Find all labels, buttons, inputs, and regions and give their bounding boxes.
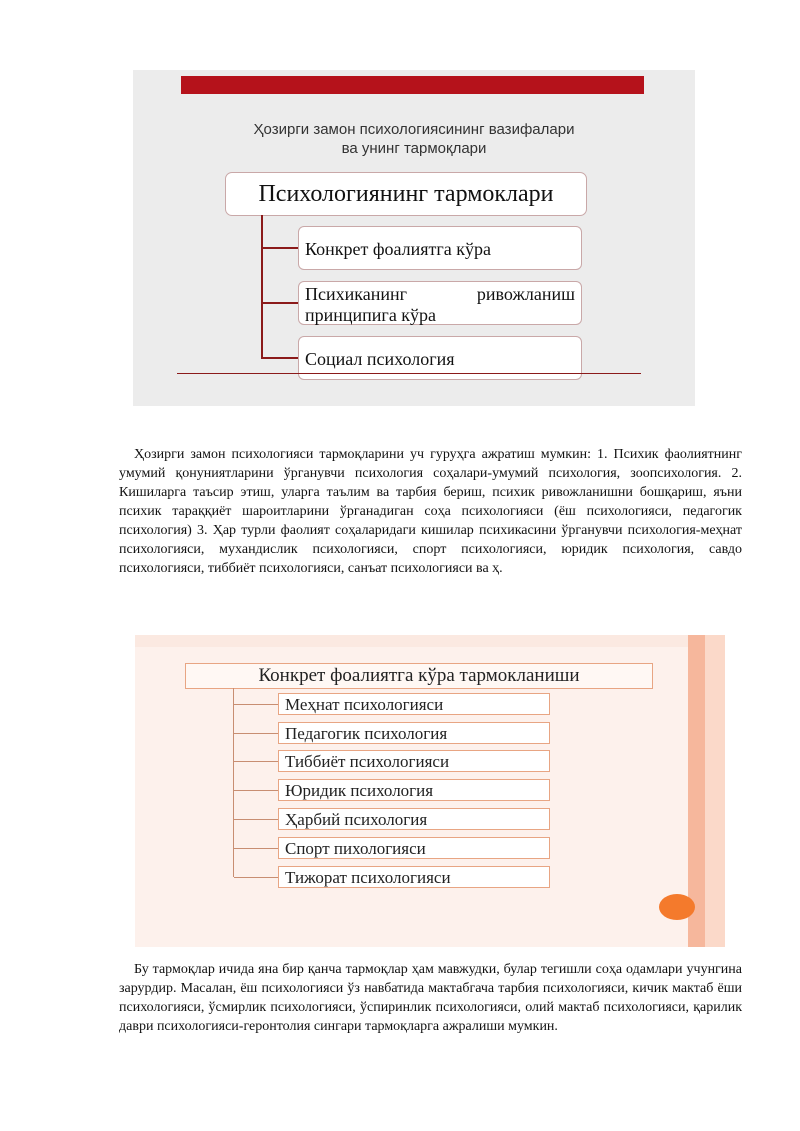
diagram-connector	[234, 761, 278, 762]
slide-header-band	[181, 76, 644, 94]
diagram-connector	[234, 704, 278, 705]
diagram-item-box: Тижорат психологияси	[278, 866, 550, 888]
diagram-connector	[234, 848, 278, 849]
diagram-connector	[234, 790, 278, 791]
slide-side-stripe	[705, 635, 725, 947]
slide-branches-diagram	[133, 70, 695, 406]
diagram-connector	[261, 302, 298, 304]
diagram-connector	[261, 247, 298, 249]
diagram-item-box: Ҳарбий психология	[278, 808, 550, 830]
diagram-child-box	[298, 281, 582, 325]
diagram-item-box: Юридик психология	[278, 779, 550, 801]
diagram-connector	[234, 877, 278, 878]
slide-title-line-1: Ҳозирги замон психологиясининг вазифалари	[253, 121, 575, 138]
slide-title	[133, 120, 695, 158]
diagram-item-box: Тиббиёт психологияси	[278, 750, 550, 772]
diagram-connector	[234, 819, 278, 820]
diagram-connector	[261, 357, 298, 359]
diagram-child-label: принципига кўра	[305, 305, 437, 325]
body-paragraph: Ҳозирги замон психологияси тармоқларини уч гуруҳга ажратиш мумкин: 1. Психик фаолиятнинг умумий қонуниятларини ўрганувчи психология соҳалари-умумий психология, зоопсихология. 2. Кишиларга таъсир этиш, уларга таълим ва тарбия бериш, психик ривожланишни бошқариш, яъни психик тараққиёт шароитларини ўрганадиган соҳа психологияси (ёш психологияси, педагогик психология) 3. Ҳар турли фаолият соҳаларидаги кишилар психикасини ўрганувчи психология-меҳнат психологияси, мухандислик психологияси, спорт психологияси, юридик психология, савдо психологияси, тиббиёт психологияси, санъат психологияси ва ҳ.	[119, 447, 742, 576]
diagram-child-label: Психиканинг ривожланиш	[305, 284, 575, 304]
diagram-connector-vertical	[261, 215, 263, 357]
diagram-child-box	[298, 226, 582, 270]
slide-top-band	[135, 635, 688, 647]
decorative-orange-dot	[659, 894, 695, 920]
diagram-root-box: Конкрет фоалиятга кўра тармокланиши	[185, 663, 653, 689]
diagram-root-box: Психологиянинг тармоклари	[225, 172, 587, 216]
diagram-item-box: Меҳнат психологияси	[278, 693, 550, 715]
body-paragraph: Бу тармоқлар ичида яна бир қанча тармоқлар ҳам мавжудки, булар тегишли соҳа одамлари учунгина зарурдир. Масалан, ёш психологияси ўз навбатида мактабгача тарбия психологияси, кичик мактаб ёши психологияси, ўсмирлик психологияси, ўспиринлик психологияси, олий мактаб психологияси, қарилик даври психологияси-геронтолия сингари тармоқларга ажралиши мумкин.	[119, 962, 742, 1034]
diagram-item-box: Педагогик психология	[278, 722, 550, 744]
slide-title-line-2: ва унинг тармоқлари	[341, 140, 487, 157]
diagram-connector	[234, 733, 278, 734]
diagram-child-label: Конкрет фоалиятга кўра	[305, 239, 492, 259]
slide-activity-branches	[135, 635, 725, 947]
diagram-child-label: Социал психология	[305, 349, 455, 369]
slide-bottom-rule	[177, 373, 641, 374]
diagram-item-box: Спорт пихологияси	[278, 837, 550, 859]
